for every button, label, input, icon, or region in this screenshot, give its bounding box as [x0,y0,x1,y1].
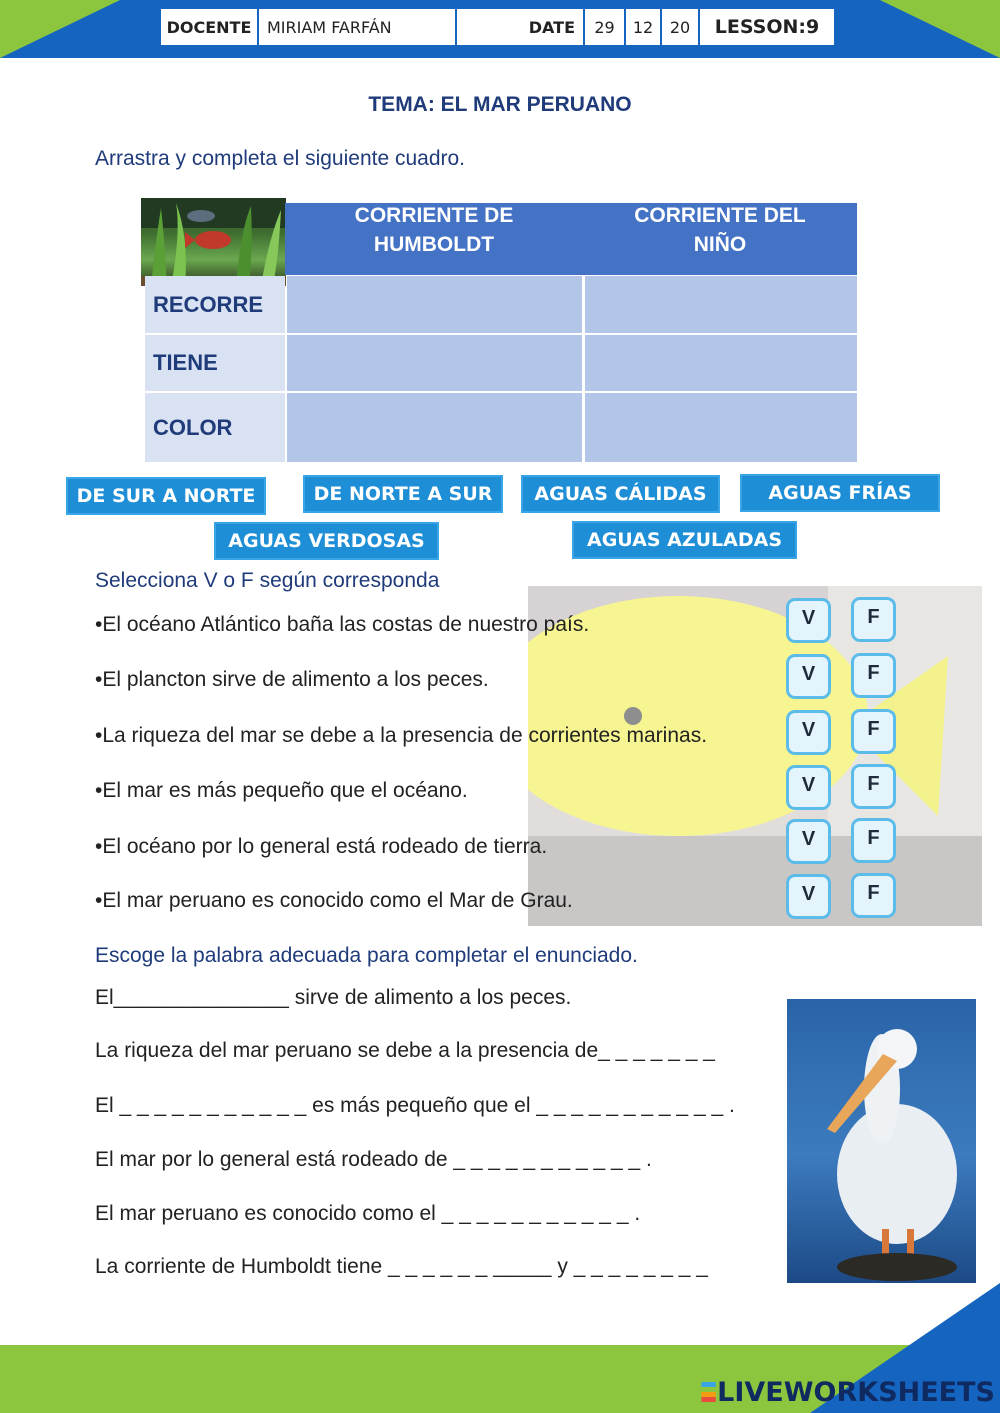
page-title: TEMA: EL MAR PERUANO [368,93,632,116]
date-label: DATE [455,7,585,47]
fill-sentence-4[interactable]: El mar por lo general está rodeado de _ _ _ _ _ _ _ _ _ _ _ . [95,1148,652,1171]
statement-2-text: El plancton sirve de alimento a los peces. [102,668,489,691]
fill-sentence-5[interactable]: El mar peruano es conocido como el _ _ _ _ _ _ _ _ _ _ _ . [95,1202,641,1225]
statement-4: •El mar es más pequeño que el océano. [95,779,468,802]
true-button-4[interactable]: V [786,765,831,810]
statement-1-text: El océano Atlántico baña las costas de nuestro país. [102,613,590,636]
col-header-humboldt [285,201,583,259]
yellow-fish-image [528,586,982,926]
date-day: 29 [583,7,626,47]
section2-instruction: Selecciona V o F según corresponda [95,569,440,592]
liveworksheets-logo-icon [700,1377,717,1407]
header-accent-right [880,0,1000,58]
drop-cell-recorre-humboldt[interactable] [287,276,582,333]
date-month: 12 [624,7,662,47]
col-header-nino [583,201,857,259]
false-button-4[interactable]: F [851,764,896,809]
section3-instruction: Escoge la palabra adecuada para completar el enunciado. [95,944,638,967]
statement-5-text: El océano por lo general está rodeado de tierra. [102,835,548,858]
false-button-1[interactable]: F [851,597,896,642]
col-header-nino-line2: NIÑO [693,233,747,256]
brand-name: LIVEWORKSHEETS [717,1376,995,1408]
drop-cell-recorre-nino[interactable] [585,276,857,333]
true-button-2[interactable]: V [786,654,831,699]
docente-label: DOCENTE [159,7,259,47]
statement-3: •La riqueza del mar se debe a la presencia de corrientes marinas. [95,724,708,747]
col-header-humboldt-line1: CORRIENTE DE [354,204,514,227]
lesson-label: LESSON:9 [698,7,836,47]
col-header-humboldt-line2: HUMBOLDT [373,233,495,256]
pelican-image [787,999,976,1283]
statement-1: •El océano Atlántico baña las costas de nuestro país. [95,613,590,636]
aquarium-image [141,198,286,286]
section1-instruction: Arrastra y completa el siguiente cuadro. [95,147,466,170]
statement-4-text: El mar es más pequeño que el océano. [102,779,468,802]
docente-name: MIRIAM FARFÁN [257,7,457,47]
chip-aguas-frias[interactable]: AGUAS FRÍAS [740,474,940,512]
liveworksheets-logo[interactable] [700,1374,995,1410]
chip-aguas-azuladas[interactable]: AGUAS AZULADAS [572,521,797,559]
drop-cell-color-nino[interactable] [585,393,857,462]
fill-sentence-1[interactable]: El_______________ sirve de alimento a los peces. [95,986,572,1009]
true-button-5[interactable]: V [786,819,831,864]
chip-de-norte-a-sur[interactable]: DE NORTE A SUR [303,475,503,513]
false-button-2[interactable]: F [851,653,896,698]
true-button-1[interactable]: V [786,598,831,643]
drop-cell-tiene-nino[interactable] [585,335,857,391]
false-button-3[interactable]: F [851,709,896,754]
statement-2: •El plancton sirve de alimento a los peces. [95,668,489,691]
row-label-color: COLOR [145,393,285,462]
true-button-3[interactable]: V [786,710,831,755]
row-label-recorre: RECORRE [145,276,285,333]
fill-sentence-6[interactable]: La corriente de Humboldt tiene _ _ _ _ _ _ _____ y _ _ _ _ _ _ _ _ [95,1255,708,1278]
true-button-6[interactable]: V [786,874,831,919]
header-accent-left [0,0,120,58]
col-header-nino-line1: CORRIENTE DEL [634,204,806,227]
fill-sentence-2[interactable]: La riqueza del mar peruano se debe a la presencia de_ _ _ _ _ _ _ [95,1039,715,1062]
drop-cell-color-humboldt[interactable] [287,393,582,462]
false-button-5[interactable]: F [851,818,896,863]
statement-3-text: La riqueza del mar se debe a la presencia de corrientes marinas. [102,724,708,747]
chip-aguas-verdosas[interactable]: AGUAS VERDOSAS [214,522,439,560]
chip-aguas-calidas[interactable]: AGUAS CÁLIDAS [521,475,720,513]
statement-5: •El océano por lo general está rodeado de tierra. [95,835,548,858]
date-year: 20 [660,7,700,47]
drop-cell-tiene-humboldt[interactable] [287,335,582,391]
row-label-tiene: TIENE [145,335,285,391]
statement-6-text: El mar peruano es conocido como el Mar de Grau. [102,889,573,912]
chip-de-sur-a-norte[interactable]: DE SUR A NORTE [66,477,266,515]
fill-sentence-3[interactable]: El _ _ _ _ _ _ _ _ _ _ _ es más pequeño que el _ _ _ _ _ _ _ _ _ _ _ . [95,1094,735,1117]
statement-6: •El mar peruano es conocido como el Mar de Grau. [95,889,573,912]
false-button-6[interactable]: F [851,873,896,918]
